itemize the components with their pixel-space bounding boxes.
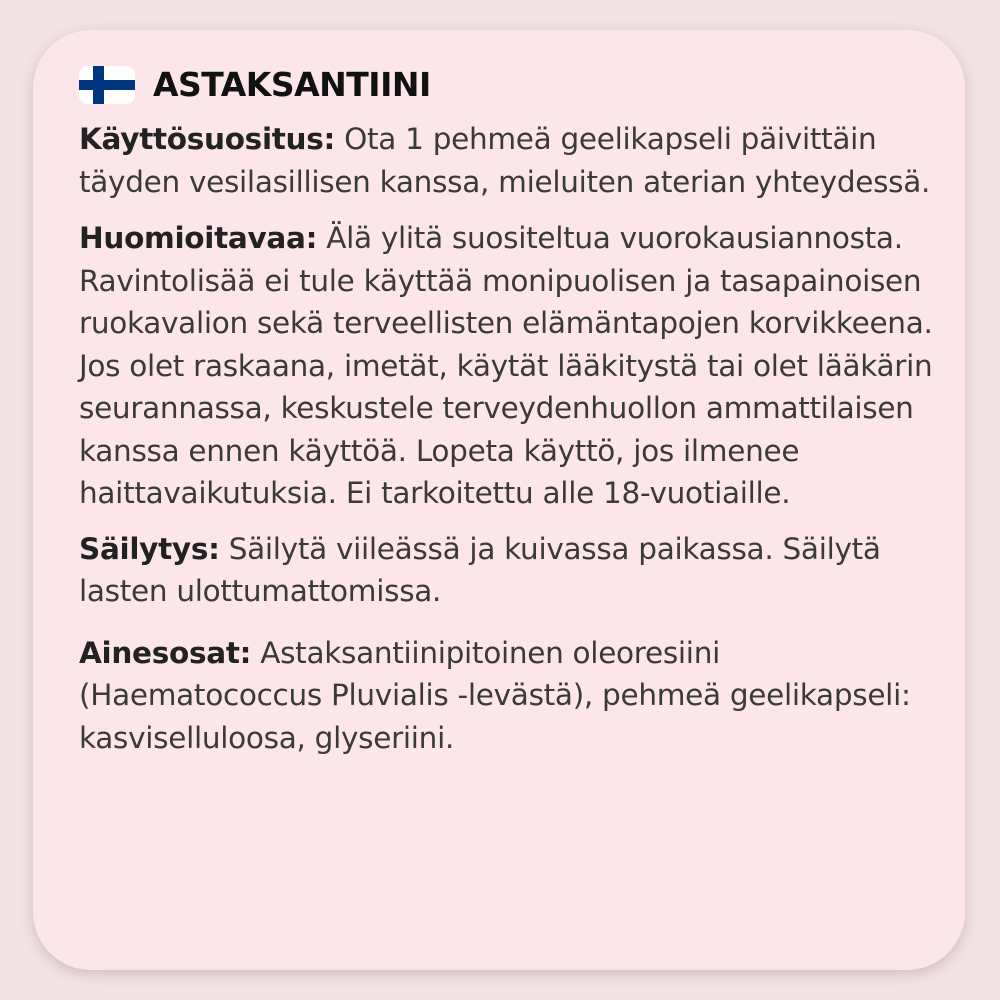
usage-label: Käyttösuositus:	[79, 122, 336, 156]
usage-section	[79, 118, 935, 203]
usage-text: Ota 1 pehmeä geelikapseli päivittäin täyden vesilasillisen kanssa, mieluiten aterian yhteydessä.	[79, 122, 931, 199]
ingredients-section	[79, 632, 935, 760]
storage-text: Säilytä viileässä ja kuivassa paikassa. Säilytä lasten ulottumattomissa.	[79, 531, 881, 608]
product-info-card	[33, 30, 965, 970]
notes-label: Huomioitavaa:	[79, 221, 318, 255]
storage-label: Säilytys:	[79, 531, 220, 566]
notes-section	[79, 217, 935, 515]
notes-text: Älä ylitä suositeltua vuorokausiannosta. Ravintolisää ei tule käyttää monipuolisen ja tasapainoisen ruokavalion sekä terveellisten elämäntapojen korvikkeena. Jos olet raskaana, imetät, käytät lääkitystä tai olet lääkärin seurannassa, keskustele terveydenhuollon ammattilaisen kanssa ennen käyttöä. Lopeta käyttö, jos ilmenee haittavaikutuksia. Ei tarkoitettu alle 18-vuotiaille.	[79, 221, 933, 510]
storage-section	[79, 528, 935, 613]
product-title: ASTAKSANTIINI	[153, 65, 431, 104]
finland-flag-icon	[79, 66, 135, 104]
ingredients-text: Astaksantiinipitoinen oleoresiini (Haematococcus Pluvialis -levästä), pehmeä geelikapseli: kasviselluloosa, glyseriini.	[79, 635, 911, 755]
title-row	[79, 65, 935, 105]
ingredients-label: Ainesosat:	[79, 635, 252, 670]
